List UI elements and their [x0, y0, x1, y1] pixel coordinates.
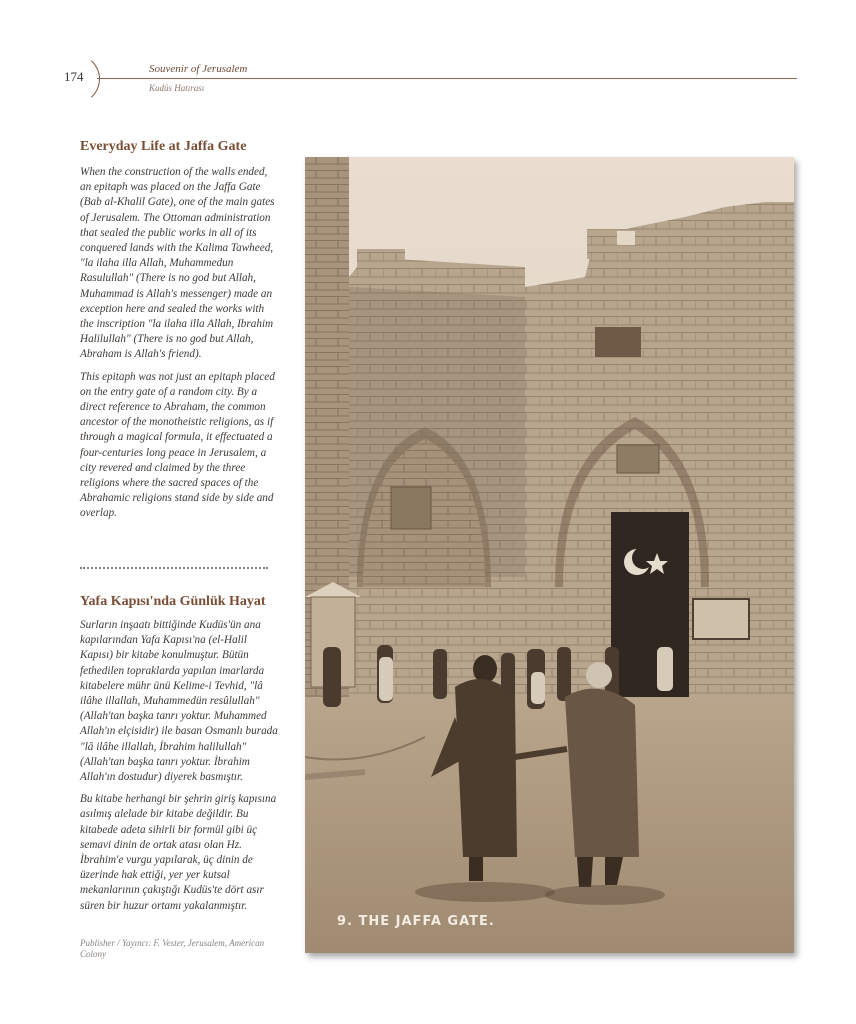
- photo-credit: Publisher / Yayıncı: F. Vester, Jerusalem, American Colony: [80, 938, 265, 959]
- section-heading-en: Everyday Life at Jaffa Gate: [80, 139, 247, 154]
- jaffa-gate-photo: [305, 157, 794, 953]
- section-heading-tr: Yafa Kapısı'nda Günlük Hayat: [80, 594, 266, 609]
- paragraph-tr-2: Bu kitabe herhangi bir şehrin giriş kapısına asılmış alelade bir kitabe değildir. Bu kitabede adeta sihirli bir formül gibi üç semavi dinin de ortak atası olan Hz. İbrahim'e vurgu yapılarak, üç dinin de üzerinde hak ettiği, yer yer kutsal mekanlarının çakıştığı Kudüs'te dört asır süren bir huzur ortamı yakalanmıştır.: [80, 793, 277, 912]
- section-divider: [80, 567, 268, 569]
- paragraph-en-1: When the construction of the walls ended, an epitaph was placed on the Jaffa Gate (Bab al-Khalil Gate), one of the main gates of Jerusalem. The Ottoman administration that sealed the public works in all of its conquered lands with the Kalima Tawheed, "la ilaha illa Allah, Muhammedun Rasulullah" (There is no god but Allah, Muhammad is Allah's messenger) made an exception here and sealed the works with the inscription "la ilaha illa Allah, Ibrahim Halilullah" (There is no god but Allah, Abraham is Allah's friend).: [80, 166, 275, 361]
- section-english: [80, 139, 280, 522]
- photo-caption: 9. THE JAFFA GATE.: [337, 914, 495, 929]
- paragraph-tr-1: Surların inşaatı bittiğinde Kudüs'ün ana kapılarından Yafa Kapısı'na (el-Halil Kapısı) bir kitabe konulmuştur. Bütün fethedilen topraklarda yapılan imarlarda kitabelere mühr ünü Kelime-i Tevhid, "lâ ilâhe illallah, Muhammedün resûlullah" (Allah'tan başka tanrı yoktur. Muhammed Allah'ın elçisidir) ile basan Osmanlı burada "lâ ilâhe illallah, İbrahim halilullah" (Allah'tan başka tanrı yoktur. İbrahim Allah'ın dostudur) diyerek basmıştır.: [80, 619, 278, 784]
- page-number: 174: [64, 69, 84, 84]
- header-rule: [97, 78, 797, 79]
- paragraph-en-2: This epitaph was not just an epitaph placed on the entry gate of a random city. By a direct reference to Abraham, the common ancestor of the monotheistic religions, as if through a magical formula, it effectuated a four-centuries long peace in Jerusalem, a city revered and claimed by the three religions where the sacred spaces of the Abrahamic religions stand side by side and overlap.: [80, 370, 275, 520]
- section-turkish: [80, 594, 280, 914]
- running-title: Souvenir of Jerusalem: [149, 63, 248, 75]
- photo-illustration: [305, 157, 794, 953]
- running-subtitle: Kudüs Hatırası: [149, 83, 205, 93]
